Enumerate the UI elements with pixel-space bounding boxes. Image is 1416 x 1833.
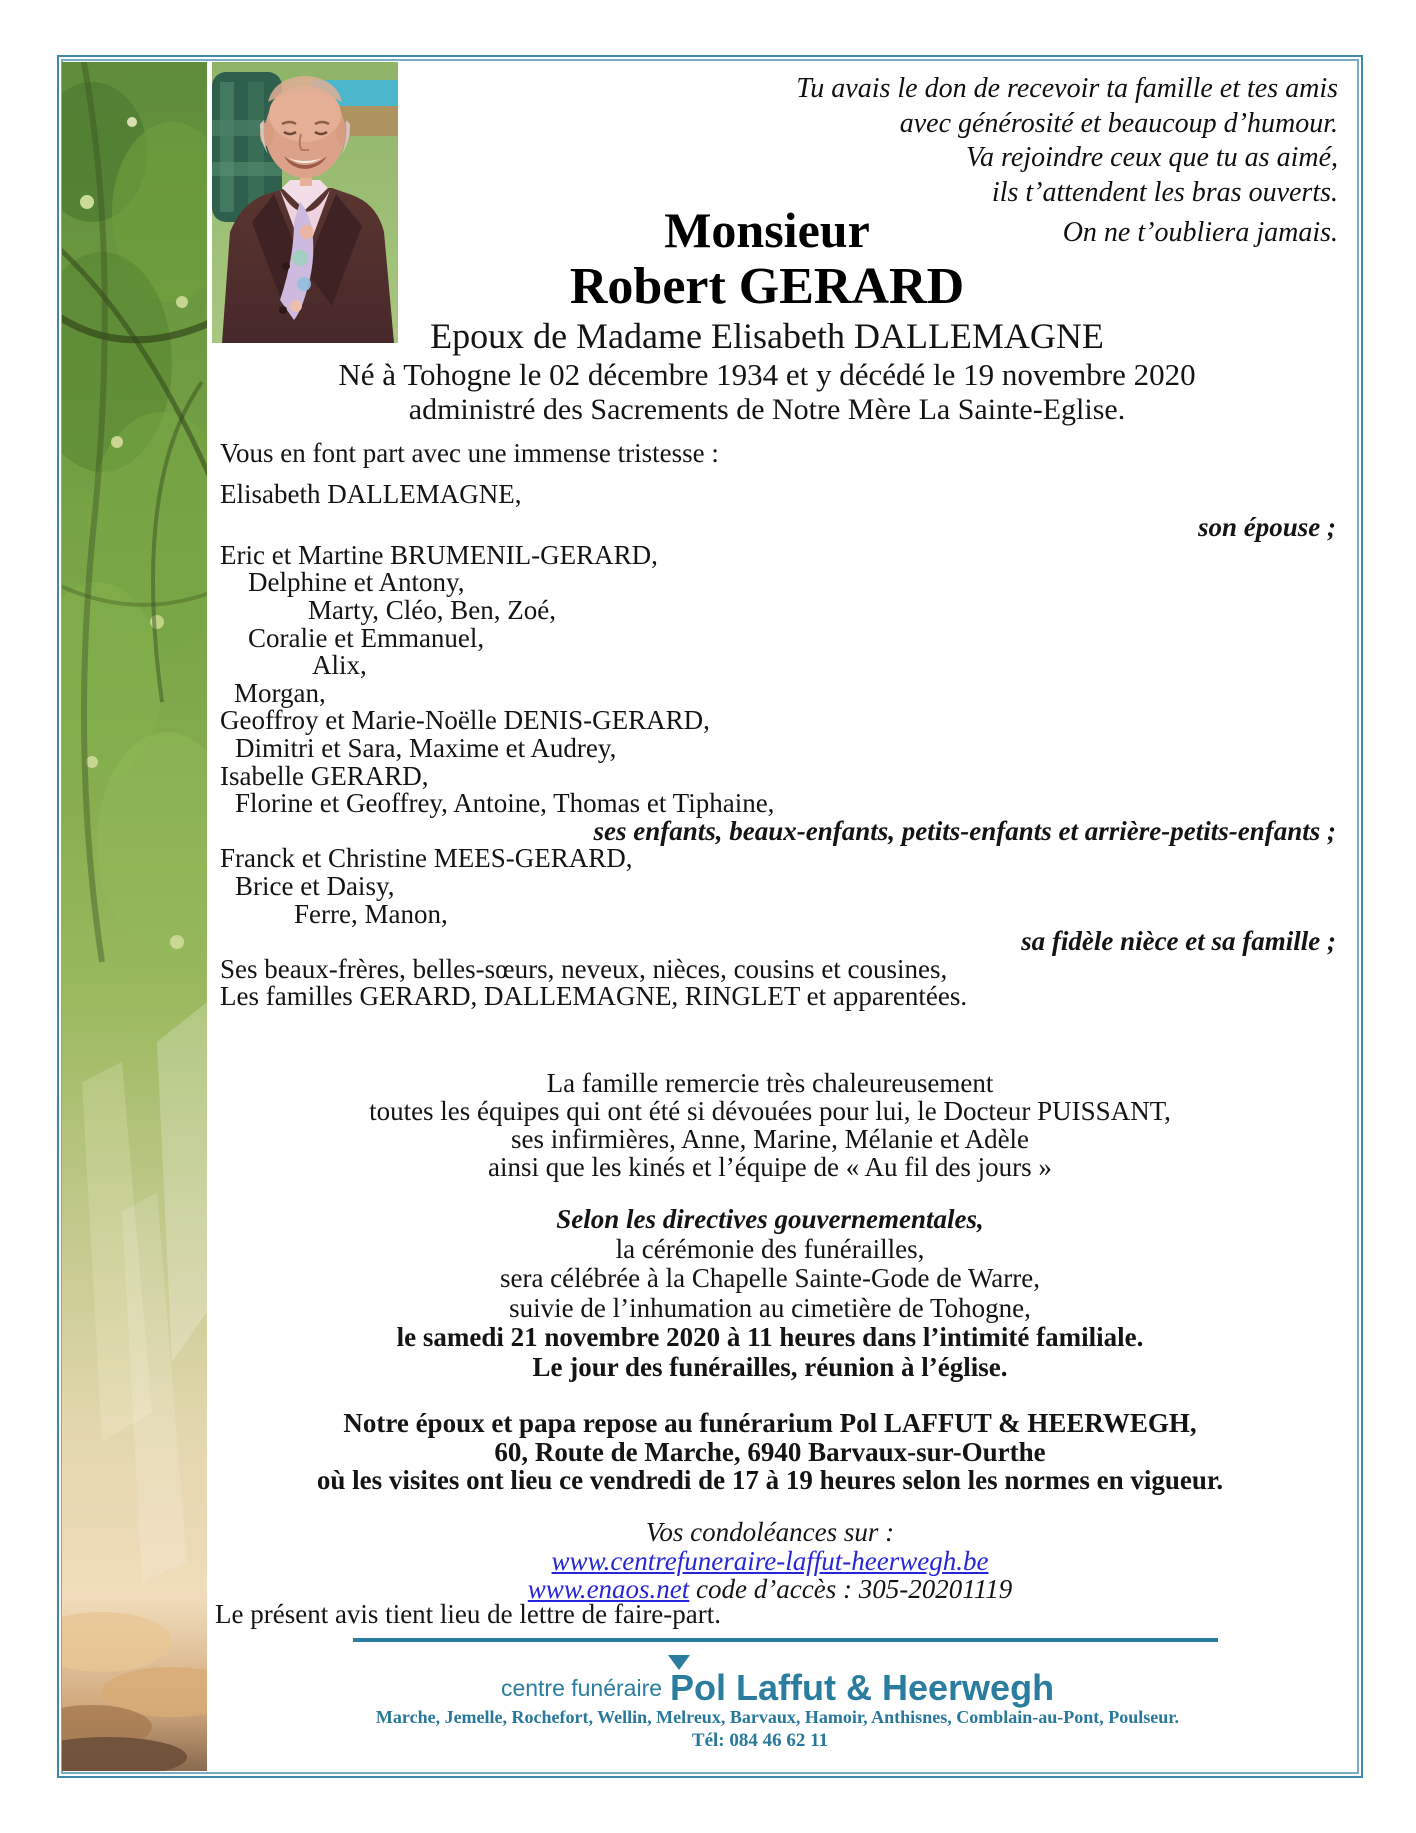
family-line: Ferre, Manon,: [294, 898, 448, 929]
birth-death-line: Né à Tohogne le 02 décembre 1934 et y décédé le 19 novembre 2020: [338, 357, 1196, 392]
relation-label: sa fidèle nièce et sa famille ;: [1021, 926, 1336, 957]
ceremony-block: [220, 1205, 1320, 1382]
funeral-home-logo: [220, 1668, 1335, 1708]
family-line: Dimitri et Sara, Maxime et Audrey,: [235, 732, 617, 763]
triangle-down-icon: [668, 1655, 690, 1670]
ceremony-line: la cérémonie des funérailles,: [615, 1233, 925, 1264]
faire-part-notice: Le présent avis tient lieu de lettre de faire-part.: [215, 1599, 722, 1629]
condolences-block: [220, 1518, 1320, 1604]
brand-prefix: centre funéraire: [500, 1675, 663, 1701]
condolences-link-enaos[interactable]: www.enaos.net: [527, 1574, 690, 1604]
directives-line: Selon les directives gouvernementales,: [556, 1204, 984, 1234]
family-line: Brice et Daisy,: [235, 870, 395, 901]
family-line: Florine et Geoffrey, Antoine, Thomas et Tiphaine,: [235, 788, 775, 819]
thanks-line: La famille remercie très chaleureusement: [546, 1068, 994, 1098]
heading-block: [212, 202, 1322, 427]
access-code-text: code d’accès : 305-20201119: [689, 1574, 1013, 1604]
quote-line: On ne t’oubliera jamais.: [1062, 217, 1338, 248]
family-line: Morgan,: [234, 677, 326, 708]
footer-cities: Marche, Jemelle, Rochefort, Wellin, Melreux, Barvaux, Hamoir, Anthisnes, Comblain-au-Pont, Poulseur.: [375, 1707, 1180, 1727]
family-line: Alix,: [312, 650, 367, 681]
announcement-block: [220, 440, 1336, 1011]
family-line: Delphine et Antony,: [248, 567, 465, 598]
ceremony-line: sera célébrée à la Chapelle Sainte-Gode de Warre,: [499, 1263, 1041, 1293]
forest-path-photo: [62, 62, 207, 1771]
quote-line: ils t’attendent les bras ouverts.: [991, 176, 1338, 208]
footer-phone: Tél: 084 46 62 11: [691, 1730, 829, 1751]
ceremony-line: suivie de l’inhumation au cimetière de Tohogne,: [509, 1292, 1031, 1323]
family-line: Franck et Christine MEES-GERARD,: [220, 843, 633, 874]
thanks-line: toutes les équipes qui ont été si dévouées pour lui, le Docteur PUISSANT,: [369, 1096, 1171, 1126]
ceremony-reunion-line: Le jour des funérailles, réunion à l’église.: [532, 1351, 1008, 1382]
condolences-link-centrefuneraire[interactable]: www.centrefuneraire-laffut-heerwegh.be: [551, 1545, 989, 1576]
footer-divider: [353, 1638, 1218, 1642]
relation-label: ses enfants, beaux-enfants, petits-enfants et arrière-petits-enfants ;: [593, 815, 1336, 846]
family-line: Elisabeth DALLEMAGNE,: [220, 478, 522, 509]
ceremony-date-line: le samedi 21 novembre 2020 à 11 heures dans l’intimité familiale.: [396, 1322, 1144, 1352]
thanks-line: ainsi que les kinés et l’équipe de « Au fil des jours »: [488, 1152, 1052, 1182]
family-line: Les familles GERARD, DALLEMAGNE, RINGLET et apparentées.: [220, 981, 968, 1012]
quote-line: avec générosité et beaucoup d’humour.: [899, 107, 1338, 139]
family-line: Geoffroy et Marie-Noëlle DENIS-GERARD,: [220, 705, 710, 736]
repose-visits-line: où les visites ont lieu ce vendredi de 17 à 19 heures selon les normes en vigueur.: [316, 1465, 1224, 1495]
relation-label: son épouse ;: [1197, 512, 1336, 543]
family-line: Coralie et Emmanuel,: [248, 622, 485, 653]
quote-line: Tu avais le don de recevoir ta famille et tes amis: [796, 73, 1338, 104]
family-line: Eric et Martine BRUMENIL-GERARD,: [220, 539, 658, 570]
family-line: Marty, Cléo, Ben, Zoé,: [308, 594, 556, 625]
repose-line: Notre époux et papa repose au funérarium Pol LAFFUT & HEERWEGH,: [343, 1408, 1197, 1438]
announcement-intro: Vous en font part avec une immense tristesse :: [220, 438, 719, 468]
quote-line: Va rejoindre ceux que tu as aimé,: [966, 142, 1338, 173]
thanks-block: [220, 1069, 1320, 1181]
deceased-name: Robert GERARD: [569, 258, 965, 315]
spouse-line: Epoux de Madame Elisabeth DALLEMAGNE: [430, 316, 1104, 356]
repose-address-line: 60, Route de Marche, 6940 Barvaux-sur-Ourthe: [494, 1436, 1046, 1467]
sacraments-line: administré des Sacrements de Notre Mère La Sainte-Eglise.: [408, 393, 1126, 426]
condolences-intro: Vos condoléances sur :: [645, 1517, 895, 1547]
brand-name: Pol Laffut & Heerwegh: [670, 1668, 1054, 1708]
repose-block: [220, 1409, 1320, 1495]
thanks-line: ses infirmières, Anne, Marine, Mélanie et Adèle: [510, 1124, 1030, 1154]
family-line: Isabelle GERARD,: [220, 760, 429, 791]
deceased-title: Monsieur: [664, 202, 870, 258]
family-line: Ses beaux-frères, belles-sœurs, neveux, nièces, cousins et cousines,: [220, 953, 948, 984]
